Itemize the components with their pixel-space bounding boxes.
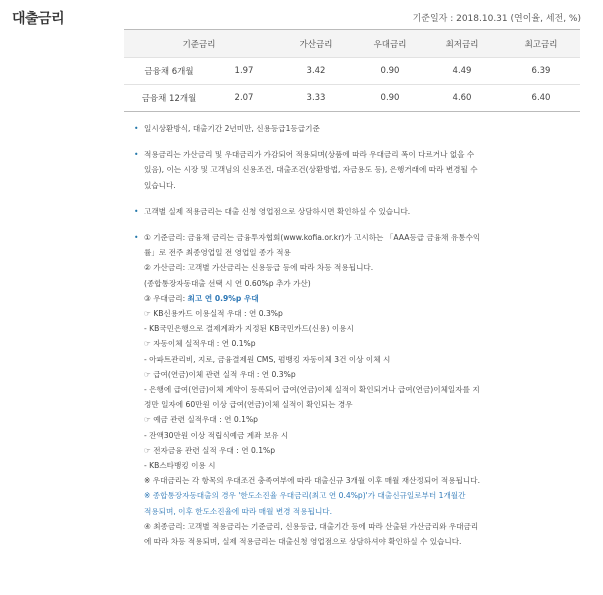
cell-min-rate: 4.49 <box>452 66 472 76</box>
bullet-icon: • <box>134 150 139 160</box>
cell-pref-rate: 0.90 <box>380 93 400 103</box>
detail-pref-line: ☞ 자동이체 실적우대 : 연 0.1%p <box>144 339 256 349</box>
note-text: 적용금리는 가산금리 및 우대금리가 가감되어 적용되며(상품에 따라 우대금리 폭이 다르거나 없을 수 <box>144 150 475 160</box>
cell-base-rate: 2.07 <box>234 93 254 103</box>
note-item <box>134 204 578 219</box>
detail-pref-note: ※ 우대금리는 각 항목의 우대조건 충족여부에 따라 대출신규 3개월 이후 매월 재산정되어 적용됩니다. <box>144 476 480 486</box>
detail-pref-line: ☞ 예금 관련 실적우대 : 연 0.1%p <box>144 415 258 425</box>
table-row <box>124 58 580 85</box>
basis-date: 기준일자 : 2018.10.31 (연이율, 세전, %) <box>412 14 581 24</box>
bullet-icon: • <box>134 206 139 216</box>
note-item-detail <box>134 230 578 549</box>
bullet-icon: • <box>134 233 139 243</box>
detail-pref-rate <box>144 291 578 306</box>
detail-pref-line: ☞ 급여(연금)이체 관련 실적 우대 : 연 0.3%p <box>144 369 296 379</box>
detail-pref-line: - KB국민은행으로 결제계좌가 지정된 KB국민카드(신용) 이용시 <box>144 324 354 334</box>
cell-add-rate: 3.42 <box>306 66 326 76</box>
cell-pref-rate: 0.90 <box>380 66 400 76</box>
detail-pref-line: ☞ 전자금융 관련 실적 우대 : 연 0.1%p <box>144 445 276 455</box>
notes-section <box>134 121 578 549</box>
detail-pref-prefix: ③ 우대금리: <box>144 293 188 303</box>
table-row <box>124 85 580 112</box>
cell-max-rate: 6.39 <box>531 66 551 76</box>
note-item <box>134 121 578 136</box>
detail-add-rate: ② 가산금리: 고객별 가산금리는 신용등급 등에 따라 차등 적용됩니다. <box>144 263 374 273</box>
detail-pref-line: - 은행에 급여(연금)이체 계약이 등록되어 급여(연금)이체 실적이 확인되거나 급여(연금)이체일자를 지 <box>144 385 480 395</box>
cell-add-rate: 3.33 <box>306 93 326 103</box>
cell-base-type: 금융채 12개월 <box>141 94 197 104</box>
bullet-icon: • <box>134 124 139 133</box>
detail-pref-highlight: 최고 연 0.9%p 우대 <box>187 293 259 303</box>
header-max-rate: 최고금리 <box>524 39 558 50</box>
detail-pref-note-blue: ※ 종합통장자동대출의 경우 '한도소진율 우대금리(최고 연 0.4%p)'가 대출신규일로부터 1개월간 <box>144 491 466 501</box>
detail-pref-line: 정만 일자에 60만원 이상 급여(연금)이체 실적이 확인되는 경우 <box>144 400 353 410</box>
detail-pref-line: - 잔액30만원 이상 적립식예금 계좌 보유 시 <box>144 430 289 440</box>
detail-pref-line: - 아파트관리비, 지로, 금융결제원 CMS, 펌뱅킹 자동이체 3건 이상 이체 시 <box>144 354 391 364</box>
rate-table <box>124 29 580 112</box>
note-text: 고객별 실제 적용금리는 대출 신청 영업점으로 상담하시면 확인하실 수 있습니다. <box>144 206 411 216</box>
detail-base-rate: 률」로 전주 최종영업일 전 영업일 종가 적용 <box>144 248 291 258</box>
table-header-row <box>124 30 580 58</box>
detail-pref-line: ☞ KB신용카드 이용실적 우대 : 연 0.3%p <box>144 309 283 319</box>
detail-final-rate: ④ 최종금리: 고객별 적용금리는 기준금리, 신용등급, 대출기간 등에 따라 산출된 가산금리와 우대금리 <box>144 521 479 531</box>
cell-min-rate: 4.60 <box>452 93 472 103</box>
note-text: 있습니다. <box>144 180 176 190</box>
cell-base-rate: 1.97 <box>234 66 254 76</box>
cell-max-rate: 6.40 <box>531 93 551 103</box>
page-title: 대출금리 <box>12 11 65 27</box>
header-pref-rate: 우대금리 <box>373 39 407 50</box>
detail-pref-line: - KB스타뱅킹 이용 시 <box>144 461 216 471</box>
detail-pref-note-blue: 적용되며, 이후 한도소진율에 따라 매월 변경 적용됩니다. <box>144 506 333 516</box>
header-min-rate: 최저금리 <box>445 39 479 50</box>
header-add-rate: 가산금리 <box>299 39 333 50</box>
detail-base-rate: ① 기준금리: 금융채 금리는 금융투자협회(www.kofia.or.kr)가 고시하는 「AAA등급 금융채 유통수익 <box>144 233 481 243</box>
detail-add-rate-sub: (종합통장자동대출 선택 시 연 0.60%p 추가 가산) <box>144 278 311 288</box>
note-text: 일시상환방식, 대출기간 2년미만, 신용등급1등급기준 <box>144 124 320 133</box>
cell-base-type: 금융채 6개월 <box>144 67 194 77</box>
header-base-rate: 기준금리 <box>182 39 216 50</box>
note-text: 있음), 이는 시장 및 고객님의 신용조건, 대출조건(상환방법, 자금용도 등), 은행거래에 따라 변경될 수 <box>144 165 478 175</box>
note-item <box>134 147 578 193</box>
detail-final-rate: 에 따라 차등 적용되며, 실제 적용금리는 대출신청 영업점으로 상담하셔야 확인하실 수 있습니다. <box>144 537 462 547</box>
